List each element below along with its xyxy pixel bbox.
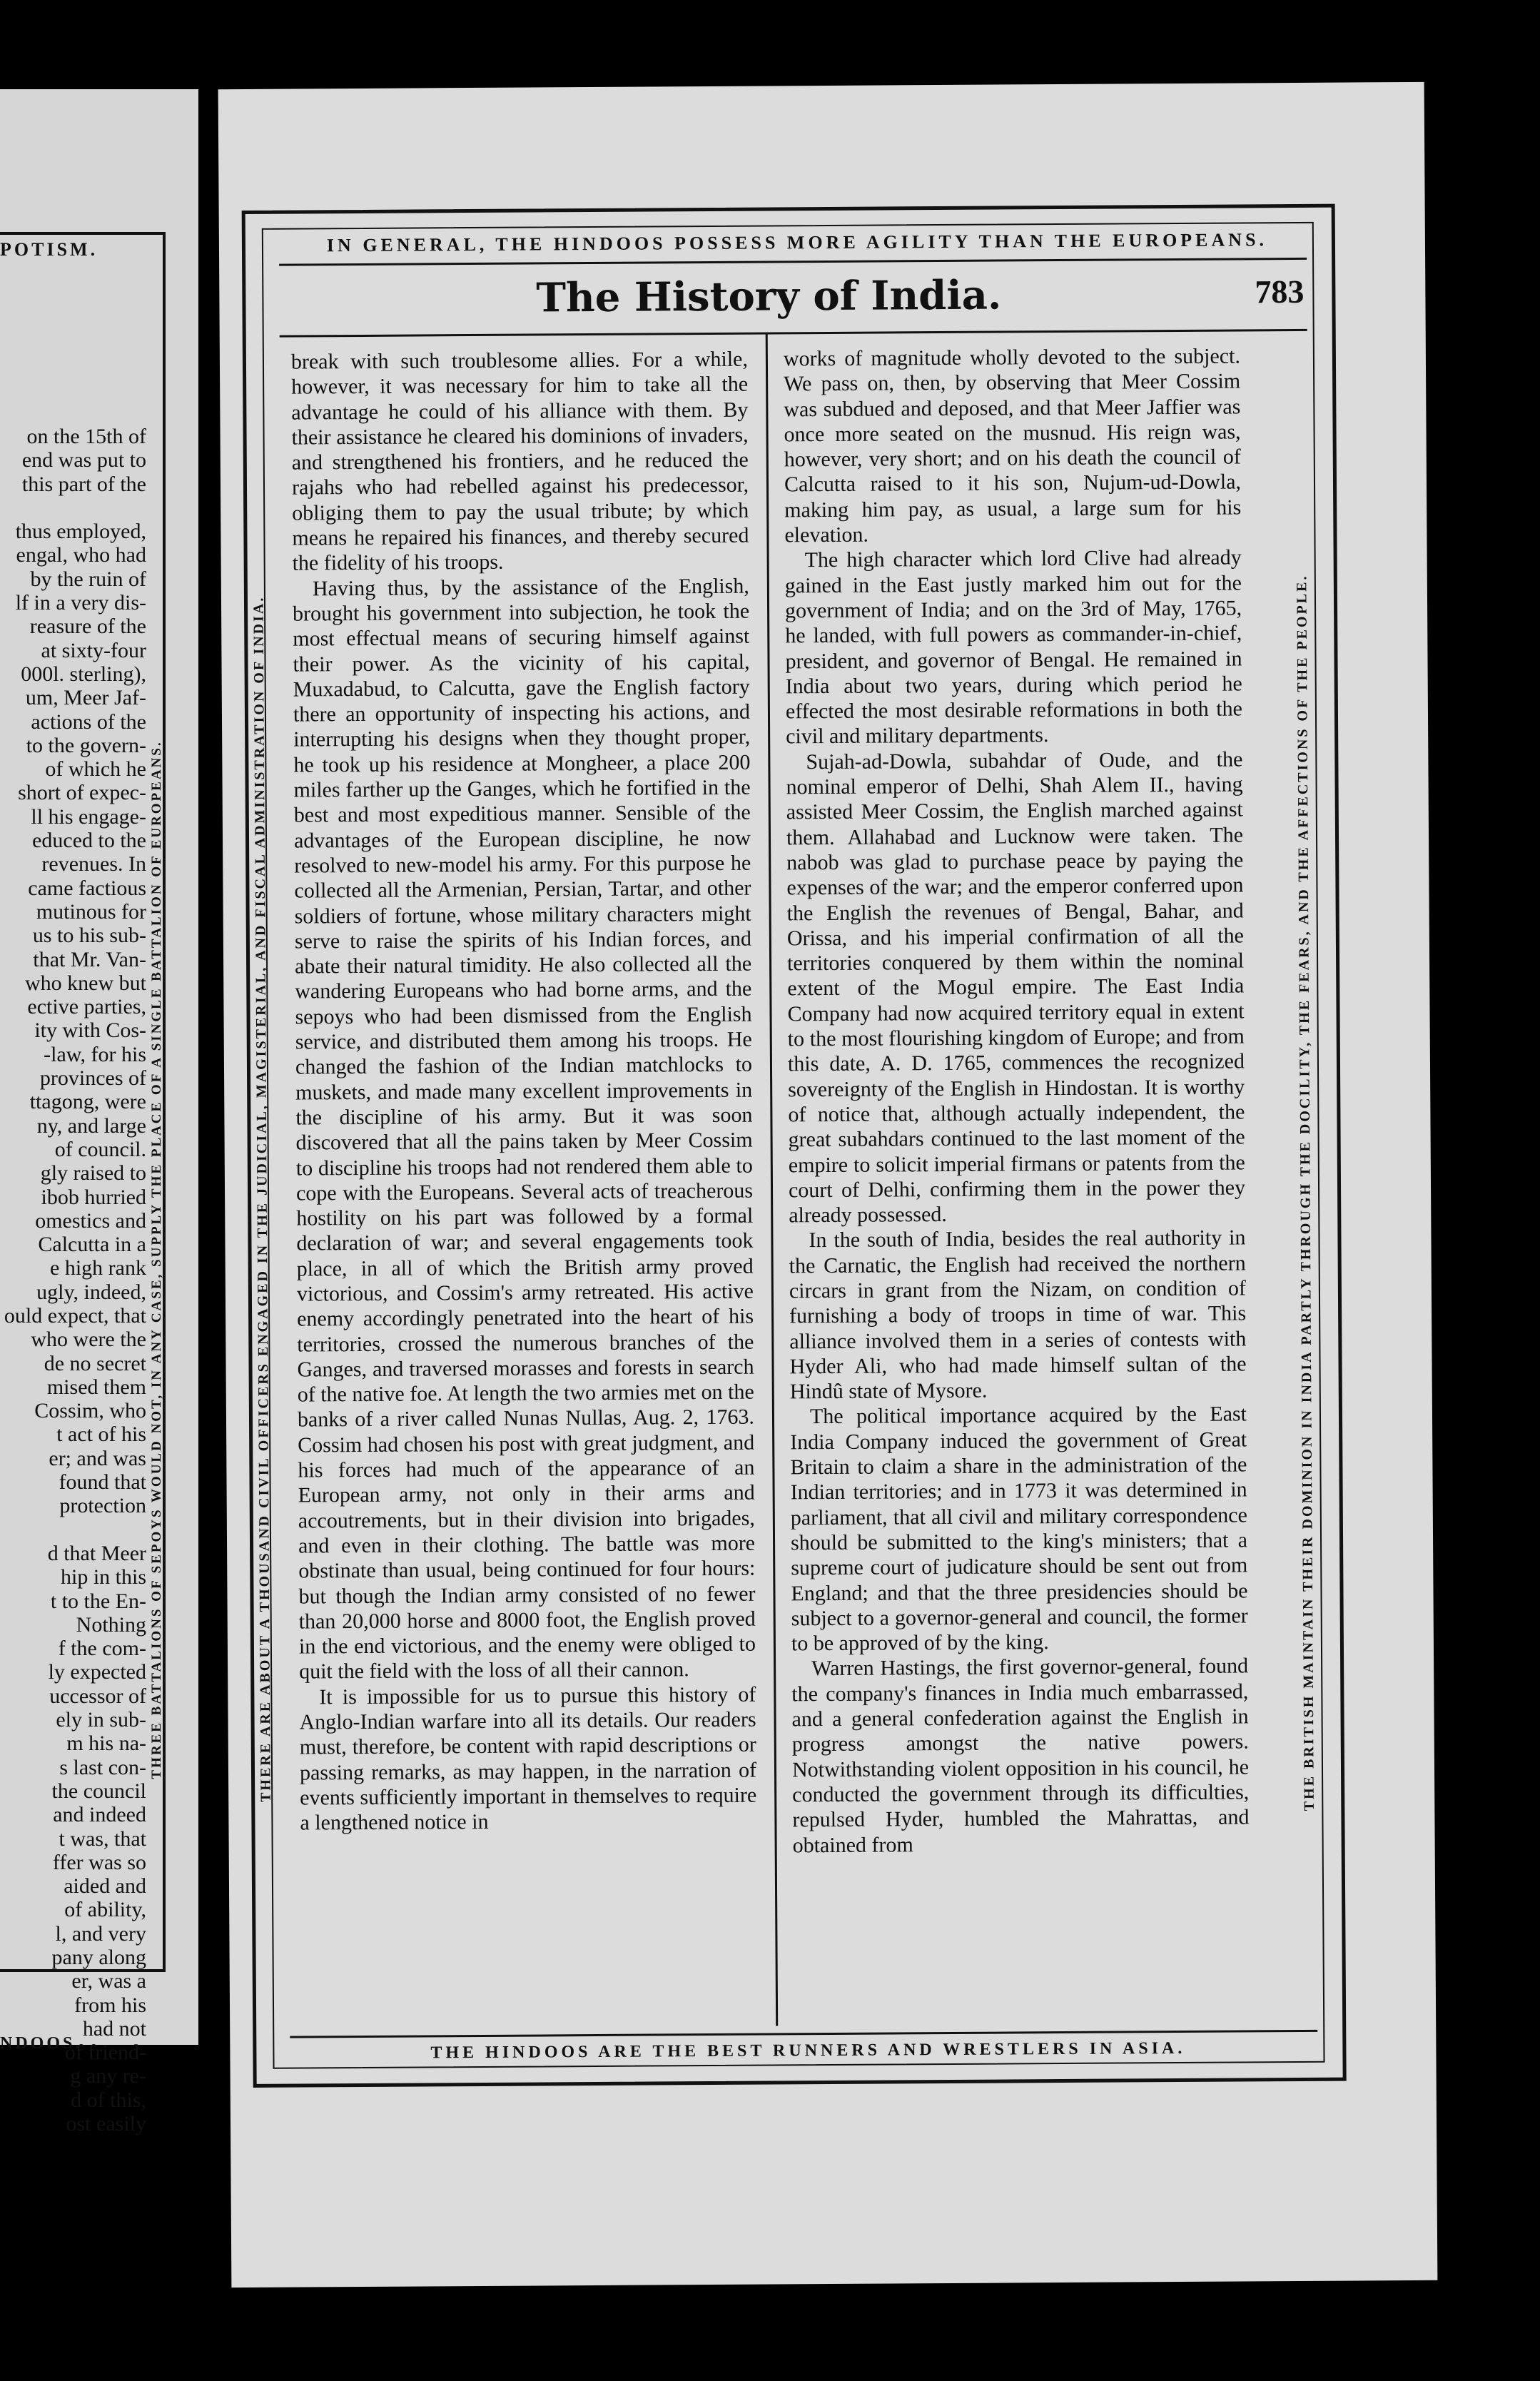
left-page-line: t act of his [56, 1422, 146, 1447]
right-side-note-text: THE BRITISH MAINTAIN THEIR DOMINION IN INDIA PARTLY THROUGH THE DOCILITY, THE FEARS, AND THE AFFECTIONS OF THE PEOPLE. [1294, 574, 1317, 1811]
left-page-line: at sixty-four [41, 638, 146, 662]
paragraph: works of magnitude wholly devoted to the subject. We pass on, then, by observing that Meer Cossim was subdued and deposed, and that Meer Jaffier was once more seated on the musnud. His reign was, however, very short; and on his death the council of Calcutta raised to it his son, Nujum-ud-Dowla, making him pay, as usual, a large sum for his elevation. [783, 344, 1242, 547]
paragraph: It is impossible for us to pursue this history of Anglo-Indian warfare into all its details. Our readers must, therefore, be content with rapid descriptions or passing remarks, as may happen, in the narration of events sufficiently important in themselves to require a lengthened notice in [299, 1682, 757, 1835]
left-page-line: ny, and large [36, 1113, 146, 1138]
left-page-line: ity with Cos- [34, 1018, 146, 1043]
left-facing-page [0, 89, 198, 2136]
running-head: IN GENERAL, THE HINDOOS POSSESS MORE AGILITY THAN THE EUROPEANS. [326, 229, 1268, 256]
left-page-line: reasure of the [29, 615, 146, 639]
left-page-line: g any re- [70, 2064, 146, 2088]
left-page-line: e high rank [50, 1256, 146, 1280]
left-page-line: gly raised to [40, 1161, 146, 1186]
left-page-line: er; and was [49, 1446, 146, 1470]
left-page-line: provinces of [39, 1066, 146, 1091]
left-page-line: and indeed [53, 1803, 146, 1827]
left-page-line [0, 1518, 146, 1542]
left-page-line: Cossim, who [34, 1399, 146, 1423]
paragraph: break with such troublesome allies. For a while, however, it was necessary for him to take all the advantage he could of his alliance with them. By their assistance he cleared his dominions of invaders, and strengthened his frontiers, and he reduced the rajahs who had rebelled against his predecessor, obliging them to pay the usual tribute; by which means he repaired his finances, and thereby secured the fidelity of his troops. [290, 347, 749, 575]
left-page-running-foot: NDOOS. [0, 2034, 83, 2053]
left-page-side-text: THREE BATTALIONS OF SEPOYS WOULD NOT, IN ANY CASE, SUPPLY THE PLACE OF A SINGLE BATTALION OF EUROPEANS. [149, 740, 164, 1779]
left-page-line: d that Meer [47, 1541, 146, 1565]
left-page-line: the council [51, 1779, 146, 1803]
text-column-right [784, 343, 1250, 2023]
left-page-line: to the govern- [26, 733, 146, 757]
left-page-line: f the com- [58, 1637, 146, 1661]
left-page-line: um, Meer Jaf- [25, 686, 146, 710]
left-page-line: aided and [64, 1874, 146, 1899]
left-page-line: ibob hurried [41, 1185, 146, 1209]
left-page-line: of which he [45, 757, 146, 782]
left-page-line: who knew but [25, 971, 146, 995]
left-page-line: of friend- [64, 2041, 146, 2065]
left-page-line: of council. [54, 1137, 146, 1161]
left-page-line: short of expec- [18, 781, 146, 805]
left-page-line: that Mr. Van- [33, 947, 146, 971]
paragraph: In the south of India, besides the real authority in the Carnatic, the English had received the northern circars in grant from the Nizam, on condition of furnishing a body of troops in time of war. This alliance involved them in a series of contests with Hyder Ali, who had made himself sultan of the Hindû state of Mysore. [789, 1225, 1247, 1404]
left-page-line: us to his sub- [32, 924, 146, 948]
left-page-line: ective parties, [27, 995, 146, 1019]
main-page [218, 82, 1438, 2288]
left-page-line: pany along [51, 1946, 146, 1969]
left-page-line: omestics and [35, 1208, 146, 1233]
left-page-line: 000l. sterling), [21, 662, 146, 686]
left-page-running-head: POTISM. [0, 239, 98, 260]
left-page-line: by the ruin of [30, 567, 146, 591]
left-page-line: t to the En- [50, 1589, 146, 1613]
left-page-line: d of this, [71, 2088, 146, 2112]
left-page-line: ll his engage- [31, 804, 146, 829]
left-page-line: m his na- [66, 1732, 146, 1756]
left-page-line: ugly, indeed, [36, 1280, 146, 1304]
left-page-line: engal, who had [16, 543, 146, 567]
left-page-line: -law, for his [44, 1042, 146, 1066]
page-title: The History of India. [536, 271, 1002, 322]
left-page-line: Calcutta in a [38, 1233, 146, 1257]
left-page-line: ely in sub- [56, 1708, 146, 1732]
left-page-line: revenues. In [41, 852, 146, 876]
left-page-line: uccessor of [49, 1684, 146, 1708]
running-foot: THE HINDOOS ARE THE BEST RUNNERS AND WRESTLERS IN ASIA. [430, 2038, 1186, 2063]
left-page-line: on the 15th of [26, 425, 146, 448]
paragraph: The political importance acquired by the East India Company induced the government of Great Britain to claim a share in the administration of the Indian territories; and in 1773 it was determined in parliament, that all civil and military correspondence should be submitted to the king's ministers; that a supreme court of judicature should be sent out from England; and that the three presidencies should be subject to a governor-general and council, the former to be approved of by the king. [790, 1402, 1248, 1656]
left-page-line: ttagong, were [29, 1090, 146, 1114]
left-page-line: end was put to [21, 448, 146, 472]
left-page-line: ly expected [48, 1660, 146, 1684]
left-page-line: ost easily [66, 2112, 146, 2136]
left-page-line: ffer was so [52, 1850, 146, 1874]
left-page-side-note [146, 460, 168, 2059]
left-page-line: this part of the [21, 472, 146, 496]
page-number: 783 [1255, 273, 1305, 310]
left-page-line: came factious [28, 876, 146, 900]
left-page-line: de no secret [44, 1351, 146, 1375]
left-page-line: protection [59, 1494, 146, 1518]
left-page-line: from his [74, 1993, 146, 2017]
left-page-line: lf in a very dis- [15, 591, 146, 615]
left-page-line: hip in this [60, 1565, 146, 1589]
left-page-line: er, was a [71, 1969, 146, 1993]
left-page-line: of ability, [64, 1898, 146, 1922]
left-page-line: had not [82, 2016, 146, 2041]
left-page-line: who were the [31, 1328, 146, 1352]
left-page-line: Nothing [76, 1612, 146, 1637]
left-page-line: mised them [46, 1375, 146, 1399]
left-page-line: s last con- [59, 1755, 146, 1779]
paragraph: Warren Hastings, the first governor-general, found the company's finances in India much embarrassed, and a general confederation against the English in progress amongst the native powers. Notwithstanding violent opposition in his council, he conducted the government through its difficulties, repulsed Hyder, humbled the Mahrattas, and obtained from [791, 1654, 1250, 1857]
left-page-line: mutinous for [36, 899, 146, 924]
paragraph: The high character which lord Clive had already gained in the East justly marked him out for the government of India; and on the 3rd of May, 1765, he landed, with full powers as commander-in-chief, president, and governor of Bengal. He remained in India about two years, during which period he effected the most desirable reformations in both the civil and military departments. [784, 545, 1243, 749]
left-page-line: t was, that [59, 1826, 146, 1851]
left-page-line: ould expect, that [4, 1303, 146, 1328]
text-column-left [291, 347, 758, 2027]
left-page-line: thus employed, [15, 520, 146, 544]
paragraph: Having thus, by the assistance of the English, brought his government into subjection, he took the most effectual means of securing himself against their power. As the vicinity of his capital, Muxadabud, to Calcutta, gave the English factory there an opportunity of inspecting his actions, and interrupting his designs when they thought proper, he took up his residence at Mongheer, a place 200 miles farther up the Ganges, which he fortified in the best and most expeditious manner. Sensible of the advantages of the European discipline, he now resolved to new-model his army. For this purpose he collected all the Armenian, Persian, Tartar, and other soldiers of fortune, whose military characters might serve to raise the spirits of his Indian forces, and abate their natural timidity. He also collected all the wandering Europeans who had borne arms, and the sepoys who had been dismissed from the English service, and distributed them among his troops. He changed the fashion of the Indian matchlocks to muskets, and made many excellent improvements in the discipline of his army. But it was soon discovered that all the pains taken by Meer Cossim to discipline his troops had not rendered them able to cope with the Europeans. Several acts of treacherous hostility on his part was followed by a formal declaration of war; and several engagements took place, in all of which the British army proved victorious, and Cossim's army retreated. His active enemy accordingly penetrated into the heart of his territories, crossed the numerous branches of the Ganges, and traversed morasses and forests in search of the native foe. At length the two armies met on the banks of a river called Nunas Nullas, Aug. 2, 1763. Cossim had chosen his post with great judgment, and his forces had much of the appearance of an European army, not only in their arms and accoutrements, but in their division into brigades, and even in their clothing. The battle was more obstinate than usual, being continued for four hours: but though the Indian army consisted of no fewer than 20,000 horse and 8000 foot, the English proved in the end victorious, and the enemy were obliged to quit the field with the loss of all their cannon. [292, 574, 756, 1684]
left-page-line: found that [59, 1470, 146, 1495]
left-page-line: l, and very [55, 1921, 146, 1946]
left-side-note-text: THERE ARE ABOUT A THOUSAND CIVIL OFFICERS ENGAGED IN THE JUDICIAL, MAGISTERIAL, AND FISCAL ADMINISTRATION OF INDIA. [250, 595, 274, 1803]
left-page-line: actions of the [31, 709, 146, 734]
left-page-line [0, 496, 146, 520]
left-page-line: educed to the [32, 829, 146, 853]
paragraph: Sujah-ad-Dowla, subahdar of Oude, and the nominal emperor of Delhi, Shah Alem II., having assisted Meer Cossim, the English marched against them. Allahabad and Lucknow were taken. The nabob was glad to purchase peace by paying the expenses of the war; and the emperor conferred upon the English the revenues of Bengal, Bahar, and Orissa, and his imperial confirmation of all the territories conquered by them within the nominal extent of the Mogul empire. The East India Company had now acquired territory equal in extent to the most flourishing kingdom of Europe; and from this date, A. D. 1765, commences the recognized sovereignty of the English in Hindostan. It is worthy of notice that, although actually independent, the great subahdars continued to the last moment of the empire to solicit imperial firmans or patents from the court of Delhi, confirming them in the power they already possessed. [786, 747, 1246, 1228]
